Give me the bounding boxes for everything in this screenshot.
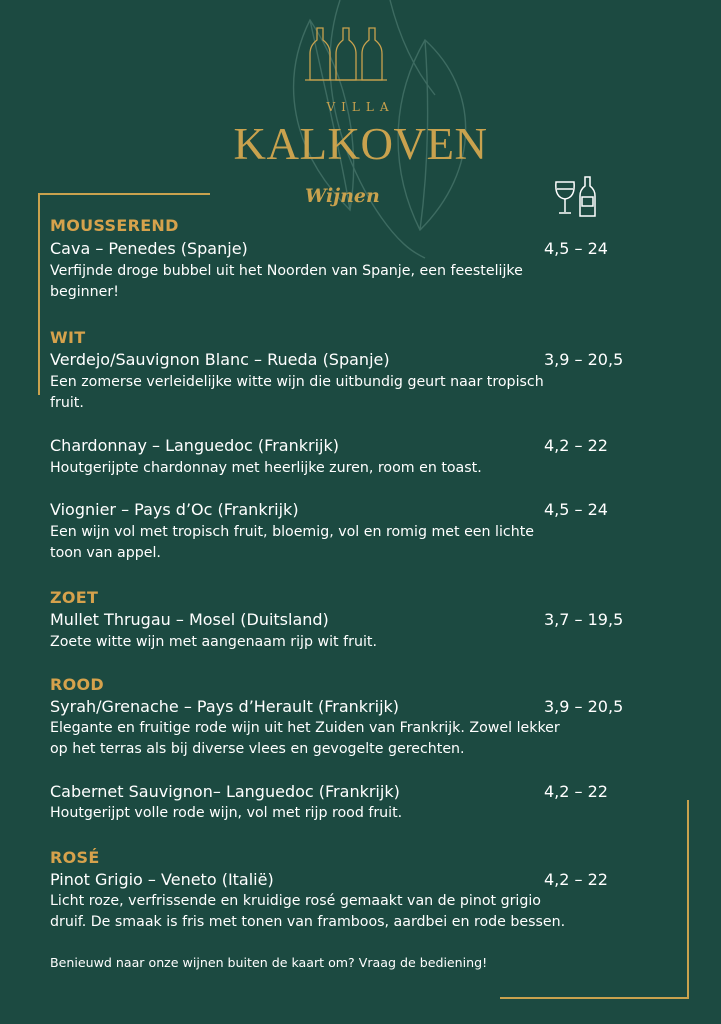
wine-price: 4,2 – 22 (544, 870, 608, 889)
wine-bottles-logo-icon (303, 26, 389, 82)
wine-description: Elegante en fruitige rode wijn uit het Zuiden van Frankrijk. Zowel lekker op het terras als bij diverse vlees en gevogelte gerechten. (50, 720, 560, 757)
category-rood: ROOD (50, 675, 105, 694)
wine-price: 4,5 – 24 (544, 239, 608, 258)
wine-price: 4,2 – 22 (544, 436, 608, 455)
wine-price: 4,2 – 22 (544, 782, 608, 801)
wine-name: Chardonnay – Languedoc (Frankrijk) (50, 436, 339, 455)
wine-description: Een wijn vol met tropisch fruit, bloemig, vol en romig met een lichte toon van appel. (50, 524, 535, 561)
wine-price: 4,5 – 24 (544, 500, 608, 519)
wine-name: Viognier – Pays d’Oc (Frankrijk) (50, 500, 299, 519)
logo-villa: VILLA (326, 100, 395, 114)
wine-description: Houtgerijpt volle rode wijn, vol met rijp rood fruit. (50, 805, 403, 821)
wine-price: 3,7 – 19,5 (544, 610, 624, 629)
category-mousserend: MOUSSEREND (50, 216, 179, 235)
category-zoet: ZOET (50, 588, 99, 607)
wine-description: Een zomerse verleidelijke witte wijn die uitbundig geurt naar tropisch fruit. (50, 374, 544, 411)
wine-price: 3,9 – 20,5 (544, 697, 624, 716)
wine-description: Licht roze, verfrissende en kruidige rosé gemaakt van de pinot grigio druif. De smaak is fris met tonen van framboos, aardbei en rode bessen. (50, 893, 566, 930)
category-wit: WIT (50, 328, 86, 347)
wine-description: Zoete witte wijn met aangenaam rijp wit fruit. (50, 634, 377, 650)
wine-description: Houtgerijpte chardonnay met heerlijke zuren, room en toast. (50, 460, 482, 476)
wine-name: Syrah/Grenache – Pays d’Herault (Frankrijk) (50, 697, 400, 716)
menu-title: Wijnen (305, 185, 380, 207)
wine-name: Pinot Grigio – Veneto (Italië) (50, 870, 274, 889)
wine-glass-icon (552, 176, 602, 218)
logo-kalkoven: KALKOVEN (233, 119, 488, 169)
wine-name: Mullet Thrugau – Mosel (Duitsland) (50, 610, 329, 629)
wine-description: Verfijnde droge bubbel uit het Noorden van Spanje, een feestelijke beginner! (50, 263, 523, 300)
wine-price: 3,9 – 20,5 (544, 350, 624, 369)
wine-name: Verdejo/Sauvignon Blanc – Rueda (Spanje) (50, 350, 390, 369)
wine-name: Cava – Penedes (Spanje) (50, 239, 248, 258)
category-rose: ROSÉ (50, 848, 100, 867)
footer-note: Benieuwd naar onze wijnen buiten de kaart om? Vraag de bediening! (50, 955, 488, 970)
wine-name: Cabernet Sauvignon– Languedoc (Frankrijk) (50, 782, 400, 801)
